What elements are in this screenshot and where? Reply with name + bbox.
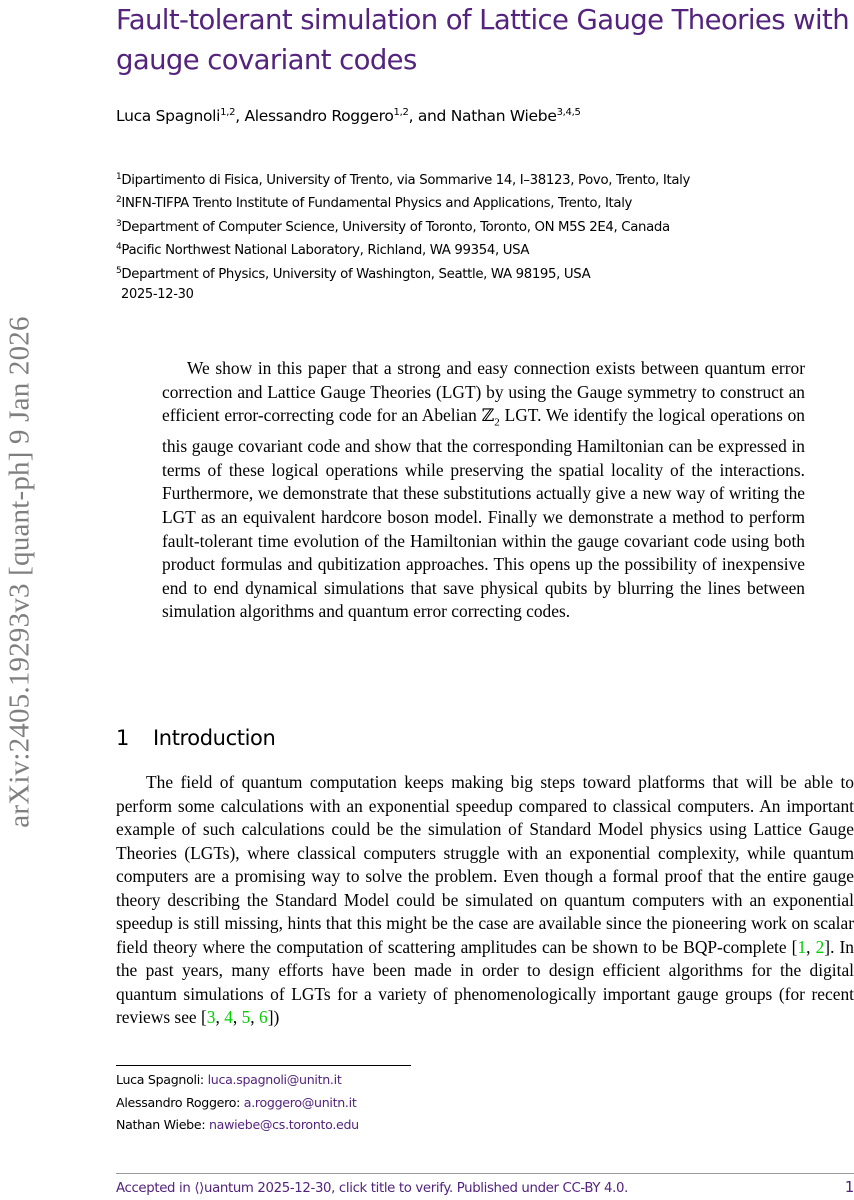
affiliation-text: INFN-TIFPA Trento Institute of Fundamental Physics and Applications, Trento, Italy <box>121 196 633 212</box>
footnote-author: Nathan Wiebe: <box>116 1117 206 1132</box>
footnote-author: Alessandro Roggero: <box>116 1094 241 1110</box>
footer-suffix: 2025-12-30, click title to verify. Published under CC-BY 4.0. <box>253 1181 629 1196</box>
publication-date: 2025-12-30 <box>121 287 194 302</box>
affiliation-number: 4 <box>116 242 122 253</box>
affiliation-number: 1 <box>116 172 122 182</box>
affiliation-item <box>116 171 690 194</box>
citation-link[interactable]: 1 <box>797 936 807 957</box>
email-link[interactable]: a.roggero@unitn.it <box>243 1094 357 1110</box>
section-number: 1 <box>116 726 129 750</box>
author-name: Luca Spagnoli <box>116 107 221 125</box>
author-affiliation-marker: 3,4,5 <box>556 107 581 118</box>
footer-divider <box>116 1173 854 1174</box>
citation-link[interactable]: 2 <box>815 936 825 957</box>
arxiv-stamp <box>0 0 40 1200</box>
math-z2 <box>481 405 500 429</box>
intro-text: The field of quantum computation keeps making big steps toward platforms that will be able to perform some calculations with an exponential speedup compared to classical computers. An important example of such calculations could be the simulation of Standard Model physics using Lattice Gauge Theories (LGTs), where classical computers struggle with an exponential complexity, while quantum computers are a promising way to solve the problem. Even though a formal proof that the entire gauge theory describing the Standard Model could be simulated on quantum computers with an exponential speedup is still missing, hints that this might be the case are available since the pioneering work on scalar field theory where the computation of scattering amplitudes can be shown to be BQP-complete [ <box>116 772 854 957</box>
page-number: 1 <box>844 1178 854 1196</box>
email-link[interactable]: luca.spagnoli@unitn.it <box>207 1072 342 1087</box>
author-affiliation-marker: 1,2 <box>220 107 236 118</box>
section-title: Introduction <box>153 726 276 750</box>
citation-link[interactable]: 4 <box>224 1007 233 1028</box>
footnote-item <box>116 1070 359 1093</box>
abstract-text: We show in this paper that a strong and easy connection exists between quantum error correction and Lattice Gauge Theories (LGT) by using the Gauge symmetry to construct an efficient error-correcting code for an Abelian <box>162 358 805 426</box>
affiliation-number: 2 <box>116 195 122 206</box>
affiliation-text: Dipartimento di Fisica, University of Trento, via Sommarive 14, I–38123, Povo, Trento, Italy <box>121 173 691 188</box>
footnote-divider <box>116 1065 411 1066</box>
affiliation-list <box>116 171 690 288</box>
author-emails <box>116 1070 359 1138</box>
author-name: Alessandro Roggero <box>244 107 394 125</box>
affiliation-number: 5 <box>116 265 122 276</box>
citation-link[interactable]: 6 <box>259 1007 268 1028</box>
affiliation-text: Department of Computer Science, University of Toronto, Toronto, ON M5S 2E4, Canada <box>121 219 670 235</box>
affiliation-item <box>116 265 690 288</box>
footnote-author: Luca Spagnoli: <box>116 1072 204 1087</box>
citation-link[interactable]: 3 <box>206 1007 216 1028</box>
affiliation-item <box>116 194 690 217</box>
footer-prefix: Accepted in <box>116 1181 195 1196</box>
affiliation-number: 3 <box>116 218 122 229</box>
paper-title[interactable]: Fault-tolerant simulation of Lattice Gauge Theories with gauge covariant codes <box>116 4 850 76</box>
author-separator: , <box>235 107 245 125</box>
email-link[interactable]: nawiebe@cs.toronto.edu <box>209 1117 359 1132</box>
quantum-journal-logo: ⟨⟩uantum <box>194 1181 254 1196</box>
footnote-item <box>116 1093 359 1116</box>
acceptance-notice[interactable] <box>116 1181 628 1196</box>
section-heading <box>116 726 275 750</box>
intro-paragraph: The field of quantum computation keeps making big steps toward platforms that will be able to perform some calculations with an exponential speedup compared to classical computers. An important example of such calculations could be the simulation of Standard Model physics using Lattice Gauge Theories (LGTs), where classical computers struggle with an exponential complexity, while quantum computers are a promising way to solve the problem. Even though a formal proof that the entire gauge theory describing the Standard Model could be simulated on quantum computers with an exponential speedup is still missing, hints that this might be the case are available since the pioneering work on scalar field theory where the computation of scattering amplitudes can be shown to be BQP-complete [1, 2]. In the past years, many efforts have been made in order to design efficient algorithms for the digital quantum simulations of LGTs for a variety of phenomenologically important gauge groups (for recent reviews see [3, 4, 5, 6]) <box>116 772 854 1028</box>
footnote-item <box>116 1115 359 1138</box>
page-footer <box>116 1178 854 1196</box>
author-affiliation-marker: 1,2 <box>393 107 409 118</box>
abstract-text: LGT. We identify the logical operations on this gauge covariant code and show that the corresponding Hamiltonian can be expressed in terms of these logical operations while preserving the spatial locality of the interactions. Furthermore, we demonstrate that these substitutions actually give a new way of writing the LGT as an equivalent hardcore boson model. Finally we demonstrate a method to perform fault-tolerant time evolution of the Hamiltonian within the gauge covariant code using both product formulas and qubitization approaches. This opens up the possibility of inexpensive end to end dynamical simulations that save physical qubits by blurring the lines between simulation algorithms and quantum error correcting codes. <box>162 405 805 622</box>
author-name: Nathan Wiebe <box>450 107 557 125</box>
affiliation-item <box>116 241 690 264</box>
intro-text: ]) <box>267 1007 280 1028</box>
affiliation-item <box>116 218 690 241</box>
math-subscript: 2 <box>494 416 500 429</box>
math-blackboard-z: ℤ <box>481 405 495 426</box>
author-list <box>116 104 581 128</box>
arxiv-identifier: arXiv:2405.19293v3 [quant-ph] 9 Jan 2026 <box>3 316 36 828</box>
affiliation-text: Pacific Northwest National Laboratory, Richland, WA 99354, USA <box>121 243 530 259</box>
intro-text: ]. In the past years, many efforts have been made in order to design efficient algorithms for the digital quantum simulations of LGTs for a variety of phenomenologically important gauge groups (for recent reviews see [ <box>116 936 854 1028</box>
citation-link[interactable]: 5 <box>241 1007 251 1028</box>
abstract <box>162 357 805 624</box>
author-separator: , and <box>408 107 451 125</box>
affiliation-text: Department of Physics, University of Washington, Seattle, WA 98195, USA <box>121 266 591 282</box>
